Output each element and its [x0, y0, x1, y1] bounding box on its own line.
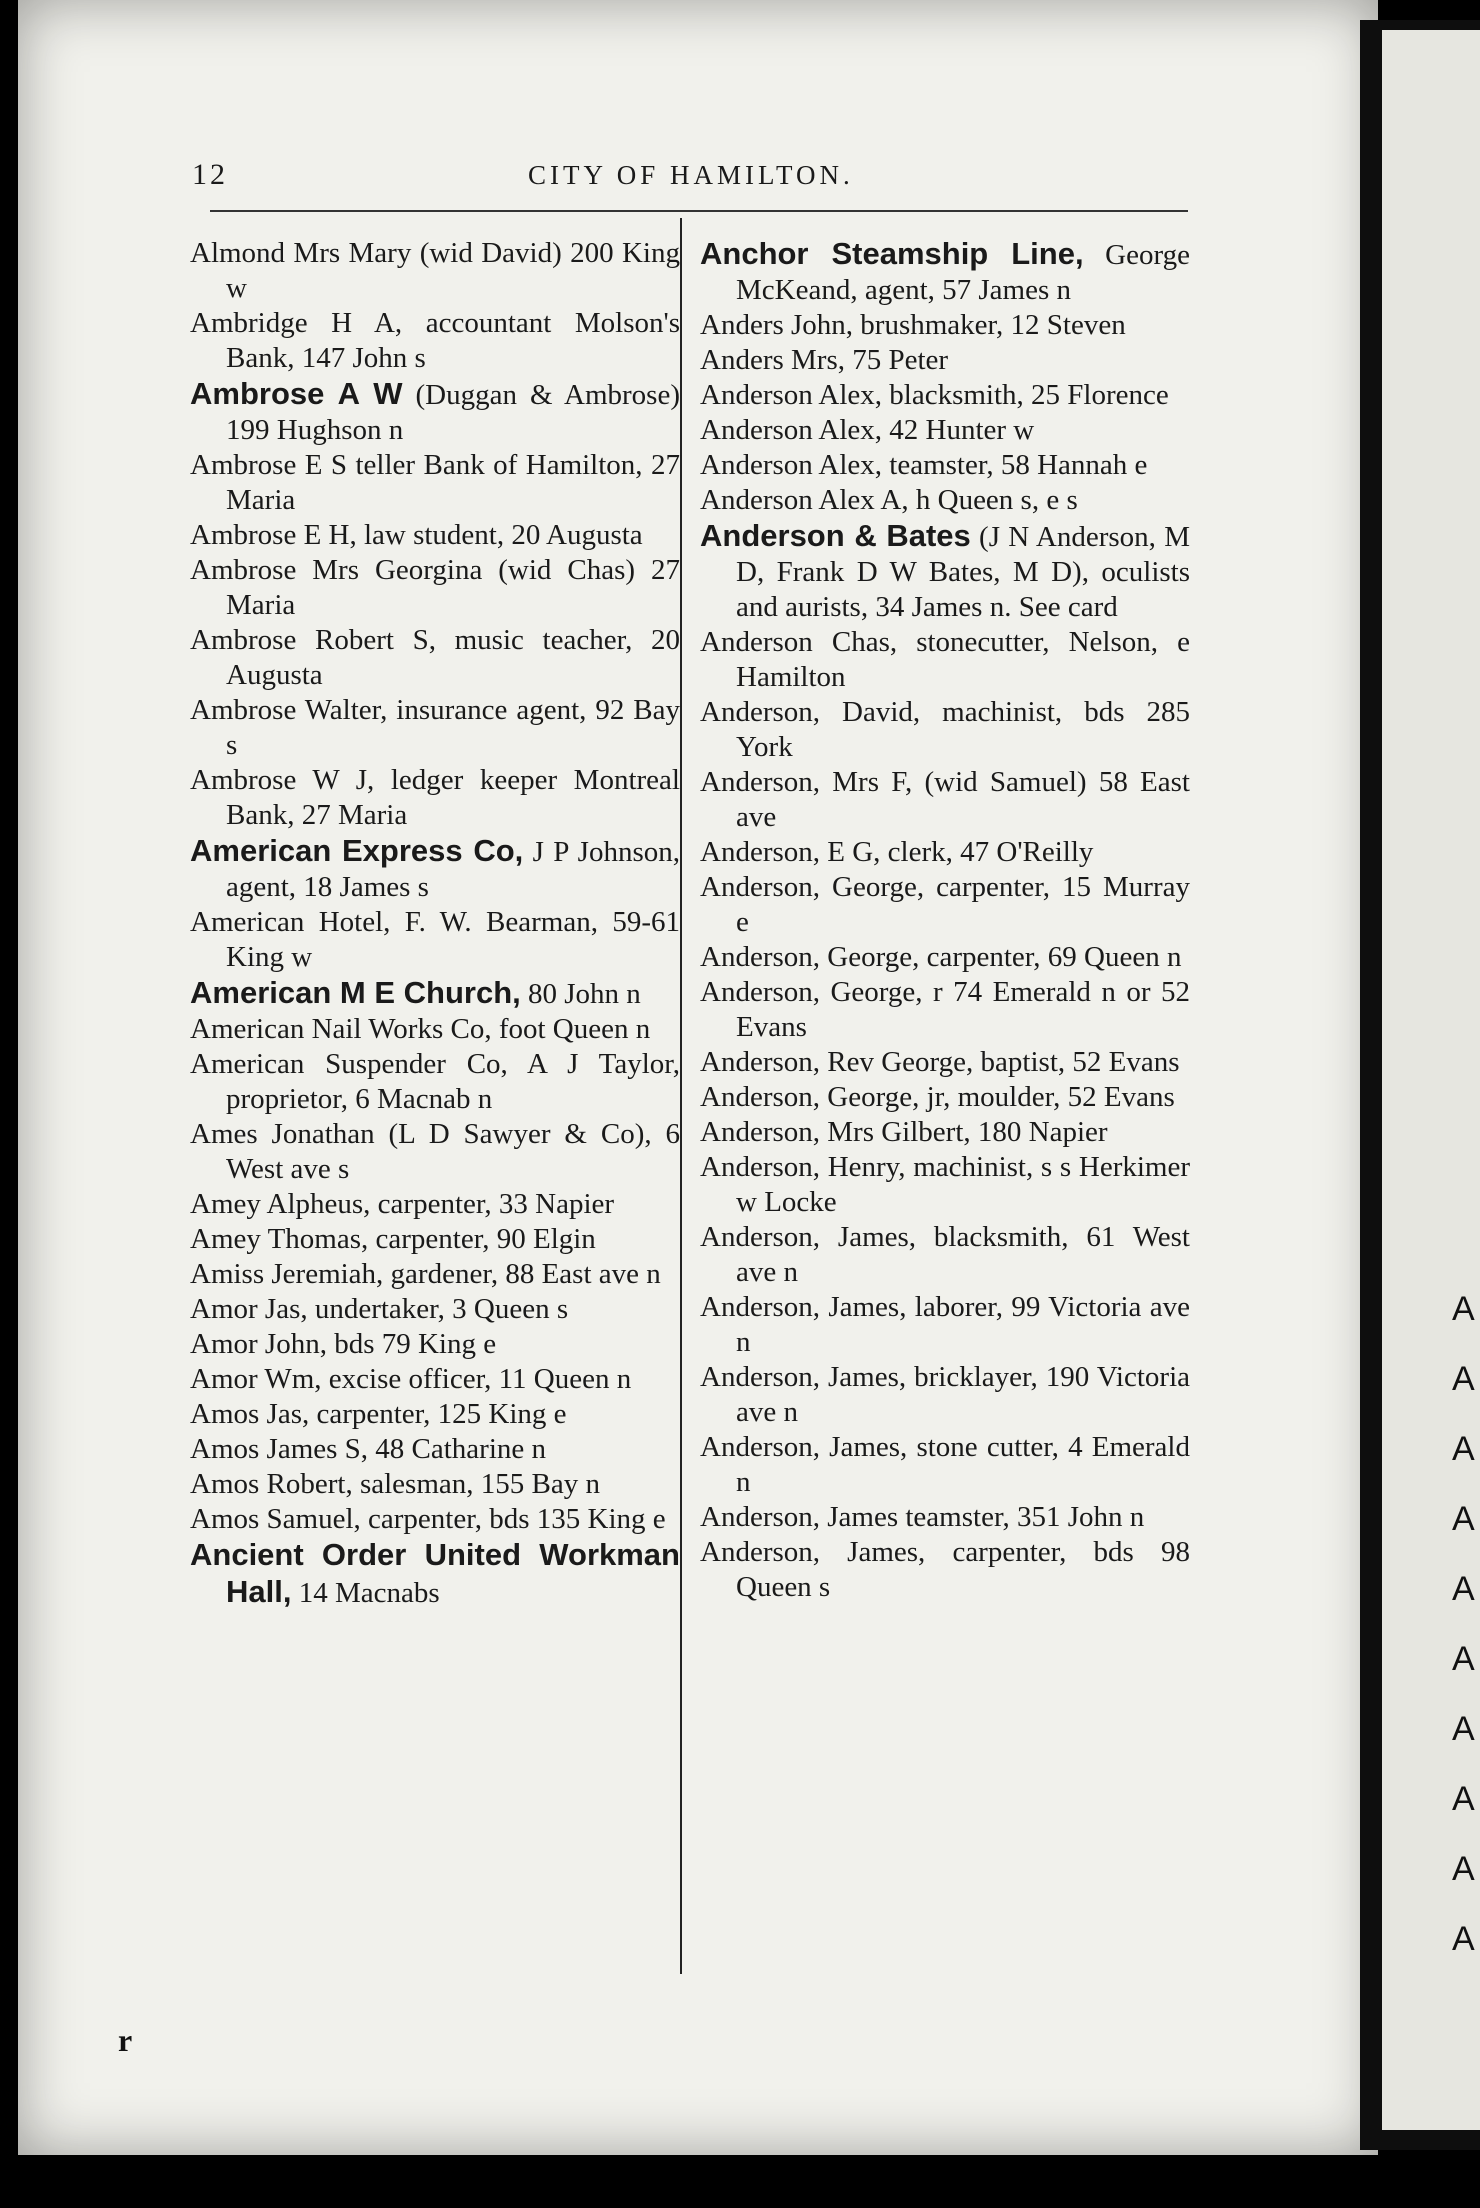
entry-text: Anderson, George, jr, moulder, 52 Evans: [700, 1081, 1175, 1113]
directory-entry: [700, 378, 1190, 413]
directory-entry: [190, 1362, 680, 1397]
directory-entry: [700, 765, 1190, 835]
entry-text: Anderson Alex, 42 Hunter w: [700, 414, 1035, 446]
entry-text: Amor Jas, undertaker, 3 Queen s: [190, 1293, 569, 1325]
entry-text: Anderson, David, machinist, bds 285 York: [700, 696, 1190, 763]
directory-entry: [700, 1220, 1190, 1290]
directory-entry: [190, 1537, 680, 1611]
entry-text: Anderson, E G, clerk, 47 O'Reilly: [700, 836, 1094, 868]
entry-text: Anderson, James, bricklayer, 190 Victoria ave n: [700, 1361, 1190, 1428]
right-column: [700, 236, 1190, 1605]
entry-text: Amos Robert, salesman, 155 Bay n: [190, 1468, 600, 1500]
page-header: [192, 158, 1192, 198]
directory-entry: [190, 1467, 680, 1502]
entry-text: Anderson, James, stone cutter, 4 Emerald n: [700, 1431, 1190, 1498]
entry-text: Ambridge H A, accountant Molson's Bank, 147 John s: [190, 307, 680, 374]
entry-name: Ancient Order United Workman Hall,: [190, 1537, 680, 1609]
facing-page-letter: A: [1452, 1920, 1475, 1958]
entry-text: Amos Samuel, carpenter, bds 135 King e: [190, 1503, 666, 1535]
entry-name: American Express Co,: [190, 833, 524, 868]
column-divider: [680, 218, 682, 1974]
directory-entry: [700, 1430, 1190, 1500]
directory-entry: [700, 1290, 1190, 1360]
entry-text: Anderson, George, carpenter, 15 Murray e: [700, 871, 1190, 938]
directory-entry: [700, 940, 1190, 975]
directory-entry: [190, 1502, 680, 1537]
entry-text: Ambrose Robert S, music teacher, 20 Augusta: [190, 624, 680, 691]
entry-text: Amos James S, 48 Catharine n: [190, 1433, 547, 1465]
directory-entry: [190, 623, 680, 693]
entry-text: Anderson, Mrs F, (wid Samuel) 58 East ave: [700, 766, 1190, 833]
directory-entry: [190, 1187, 680, 1222]
entry-text: Ambrose Walter, insurance agent, 92 Bay s: [190, 694, 680, 761]
facing-page-letter: A: [1452, 1500, 1475, 1538]
directory-entry: [190, 236, 680, 306]
facing-page-letter: A: [1452, 1640, 1475, 1678]
directory-entry: [700, 1535, 1190, 1605]
entry-text: Anderson, George, r 74 Emerald n or 52 Evans: [700, 976, 1190, 1043]
entry-text: Amey Alpheus, carpenter, 33 Napier: [190, 1188, 615, 1220]
directory-entry: [190, 1397, 680, 1432]
directory-entry: [700, 1080, 1190, 1115]
directory-entry: [190, 1292, 680, 1327]
entry-text: American Suspender Co, A J Taylor, proprietor, 6 Macnab n: [190, 1048, 680, 1115]
directory-entry: [190, 1222, 680, 1257]
directory-entry: [700, 1045, 1190, 1080]
entry-text: Anderson Alex A, h Queen s, e s: [700, 484, 1078, 516]
entry-text: Anderson, Henry, machinist, s s Herkimer w Locke: [700, 1151, 1190, 1218]
entry-text: Anders Mrs, 75 Peter: [700, 344, 949, 376]
directory-entry: [190, 448, 680, 518]
entry-text: Ames Jonathan (L D Sawyer & Co), 6 West ave s: [190, 1118, 680, 1185]
margin-mark: r: [118, 2022, 133, 2058]
directory-entry: [700, 695, 1190, 765]
entry-text: Anderson, James, laborer, 99 Victoria ave n: [700, 1291, 1190, 1358]
directory-entry: [190, 763, 680, 833]
entry-name: Anchor Steamship Line,: [700, 236, 1084, 271]
entry-text: 80 John n: [520, 978, 641, 1010]
directory-entry: [190, 1257, 680, 1292]
left-column: [190, 236, 680, 1611]
entry-text: Ambrose Mrs Georgina (wid Chas) 27 Maria: [190, 554, 680, 621]
directory-entry: [190, 1432, 680, 1467]
directory-entry: [700, 518, 1190, 625]
directory-entry: [190, 833, 680, 905]
entry-name: Anderson & Bates: [700, 518, 971, 553]
entry-text: J P Johnson, agent, 18 James s: [226, 836, 680, 903]
directory-entry: [700, 1115, 1190, 1150]
directory-entry: [190, 1327, 680, 1362]
entry-text: Anderson, James, carpenter, bds 98 Queen s: [700, 1536, 1190, 1603]
directory-entry: [190, 975, 680, 1012]
facing-page-letter: A: [1452, 1850, 1475, 1888]
entry-text: Anderson Chas, stonecutter, Nelson, e Hamilton: [700, 626, 1190, 693]
directory-entry: [700, 413, 1190, 448]
facing-page-letter: A: [1452, 1290, 1475, 1328]
entry-text: (Duggan & Ambrose) 199 Hughson n: [226, 379, 680, 446]
directory-entry: [700, 1150, 1190, 1220]
facing-page-letter: A: [1452, 1570, 1475, 1608]
entry-text: (J N Anderson, M D, Frank D W Bates, M D), oculists and aurists, 34 James n. See card: [736, 521, 1190, 623]
directory-entry: [700, 1500, 1190, 1535]
entry-text: Ambrose E S teller Bank of Hamilton, 27 Maria: [190, 449, 680, 516]
entry-text: Ambrose E H, law student, 20 Augusta: [190, 519, 643, 551]
directory-entry: [700, 835, 1190, 870]
facing-page-letter: A: [1452, 1780, 1475, 1818]
directory-entry: [700, 343, 1190, 378]
entry-text: 14 Macnabs: [291, 1577, 440, 1609]
entry-text: Anderson, James teamster, 351 John n: [700, 1501, 1145, 1533]
directory-entry: [190, 693, 680, 763]
facing-page-strip: [1382, 30, 1480, 2130]
entry-text: Amor Wm, excise officer, 11 Queen n: [190, 1363, 632, 1395]
directory-entry: [700, 236, 1190, 308]
entry-text: Amor John, bds 79 King e: [190, 1328, 497, 1360]
directory-entry: [190, 518, 680, 553]
entry-text: George McKeand, agent, 57 James n: [736, 239, 1190, 306]
entry-text: Anderson Alex, teamster, 58 Hannah e: [700, 449, 1148, 481]
entry-text: Anderson, George, carpenter, 69 Queen n: [700, 941, 1182, 973]
directory-entry: [700, 308, 1190, 343]
directory-entry: [190, 306, 680, 376]
entry-text: Anderson, Mrs Gilbert, 180 Napier: [700, 1116, 1108, 1148]
directory-entry: [190, 1012, 680, 1047]
directory-entry: [190, 553, 680, 623]
entry-text: Anderson, James, blacksmith, 61 West ave n: [700, 1221, 1190, 1288]
directory-entry: [190, 1117, 680, 1187]
facing-page-letter: A: [1452, 1360, 1475, 1398]
directory-entry: [700, 625, 1190, 695]
page-number: 12: [192, 158, 228, 191]
facing-page-letter: A: [1452, 1710, 1475, 1748]
entry-name: American M E Church,: [190, 975, 521, 1010]
header-rule: [210, 210, 1188, 212]
directory-entry: [700, 870, 1190, 940]
directory-entry: [190, 376, 680, 448]
entry-text: Ambrose W J, ledger keeper Montreal Bank, 27 Maria: [190, 764, 680, 831]
entry-text: Almond Mrs Mary (wid David) 200 King w: [190, 237, 680, 304]
entry-text: Amey Thomas, carpenter, 90 Elgin: [190, 1223, 596, 1255]
directory-entry: [190, 905, 680, 975]
entry-name: Ambrose A W: [190, 376, 403, 411]
entry-text: Anderson Alex, blacksmith, 25 Florence: [700, 379, 1169, 411]
entry-text: Anderson, Rev George, baptist, 52 Evans: [700, 1046, 1180, 1078]
directory-entry: [700, 483, 1190, 518]
entry-text: Amiss Jeremiah, gardener, 88 East ave n: [190, 1258, 661, 1290]
directory-entry: [700, 975, 1190, 1045]
directory-entry: [700, 1360, 1190, 1430]
directory-entry: [700, 448, 1190, 483]
entry-text: American Nail Works Co, foot Queen n: [190, 1013, 651, 1045]
facing-page-letter: A: [1452, 1430, 1475, 1468]
entry-text: Anders John, brushmaker, 12 Steven: [700, 309, 1126, 341]
directory-entry: [190, 1047, 680, 1117]
entry-text: Amos Jas, carpenter, 125 King e: [190, 1398, 567, 1430]
entry-text: American Hotel, F. W. Bearman, 59-61 King w: [190, 906, 680, 973]
page-title: CITY OF HAMILTON.: [528, 160, 854, 190]
